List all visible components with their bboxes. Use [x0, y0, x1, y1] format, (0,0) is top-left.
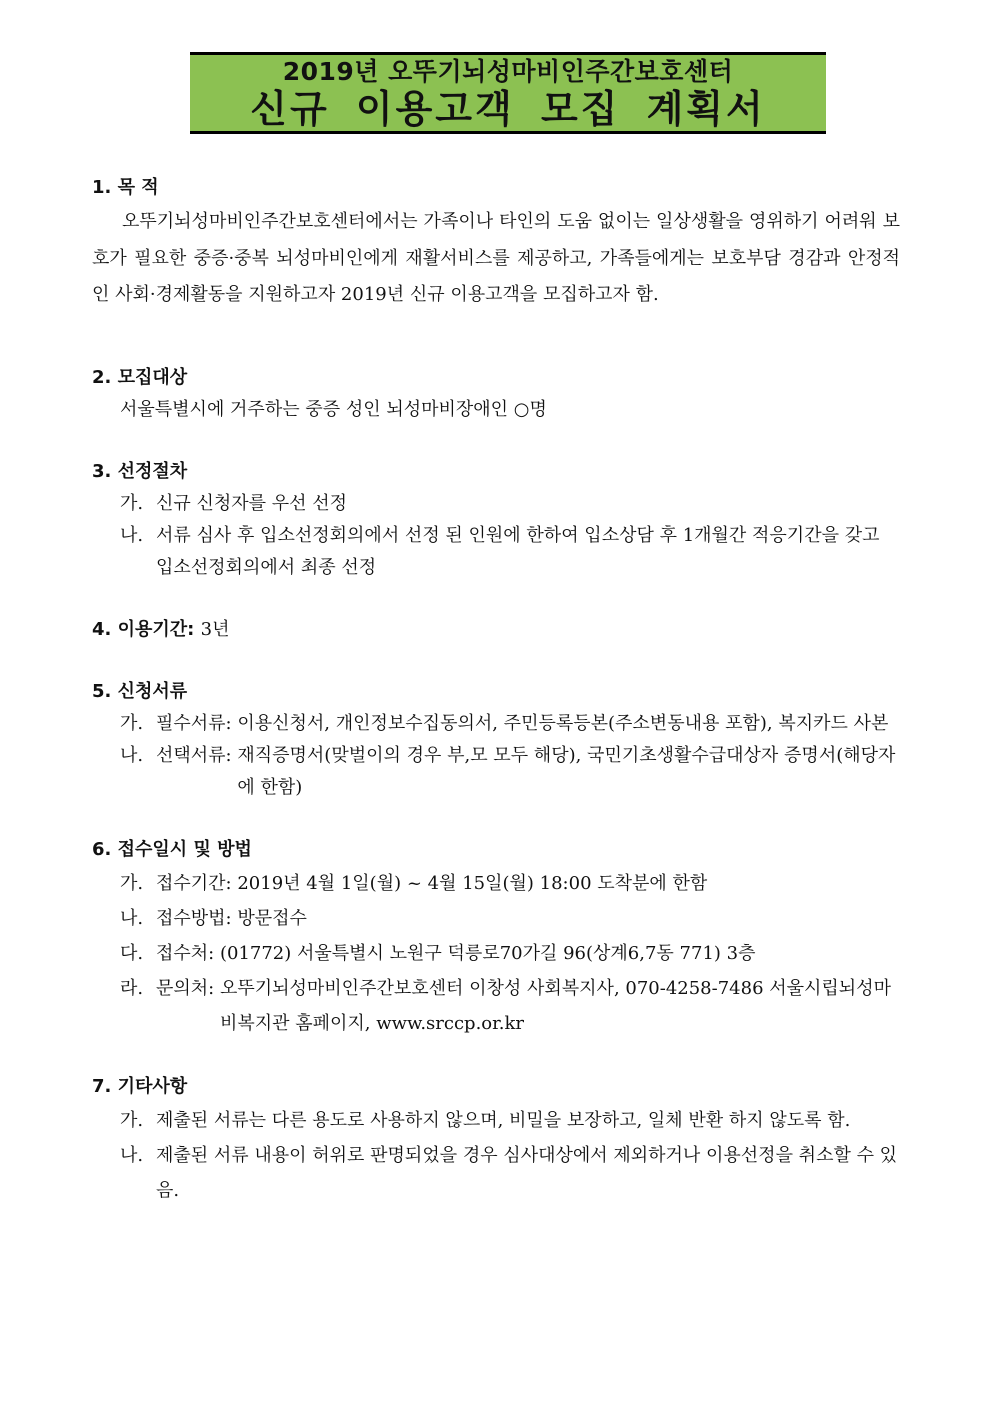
list-item: [120, 866, 900, 901]
item-key: 문의처:: [156, 977, 215, 999]
section-heading: 5. 신청서류: [92, 680, 188, 702]
section-misc: [92, 1071, 900, 1208]
item-text: 신규 신청자를 우선 선정: [156, 492, 348, 514]
section-heading: 3. 선정절차: [92, 460, 188, 482]
section-documents: [92, 676, 900, 804]
item-text: 재직증명서(맞벌이의 경우 부,모 모두 해당), 국민기초생활수급대상자 증명서(해당자에 한함): [237, 744, 896, 798]
heading-label: 4. 이용기간:: [92, 618, 195, 640]
section-selection: [92, 456, 900, 584]
item-key: 접수기간:: [156, 872, 232, 894]
section-heading: [92, 614, 900, 646]
section-submission: [92, 834, 900, 1041]
list-item: [120, 971, 900, 1041]
section-purpose: [92, 172, 900, 314]
section-heading: 7. 기타사항: [92, 1075, 188, 1097]
section-text: 서울특별시에 거주하는 중증 성인 뇌성마비장애인 ○명: [120, 398, 547, 420]
item-text: 2019년 4월 1일(월) ~ 4월 15일(월) 18:00 도착분에 한함: [237, 872, 708, 894]
document-body: [92, 172, 900, 1208]
item-key: 선택서류:: [156, 744, 232, 766]
item-marker: 가.: [120, 1109, 144, 1131]
period-value: 3년: [200, 618, 230, 640]
item-marker: 나.: [120, 1144, 144, 1166]
item-text: (01772) 서울특별시 노원구 덕릉로70가길 96(상계6,7동 771) 3층: [219, 942, 756, 964]
list-item: [120, 488, 900, 520]
list-item: [120, 520, 900, 584]
list-item: [120, 740, 900, 804]
section-heading: 6. 접수일시 및 방법: [92, 838, 252, 860]
list-item: [120, 1138, 900, 1208]
item-marker: 가.: [120, 712, 144, 734]
title-line-2: 신규 이용고객 모집 계획서: [250, 87, 766, 131]
item-text: 제출된 서류는 다른 용도로 사용하지 않으며, 비밀을 보장하고, 일체 반환 하지 않도록 함.: [156, 1109, 851, 1131]
section-paragraph: 오뚜기뇌성마비인주간보호센터에서는 가족이나 타인의 도움 없이는 일상생활을 영위하기 어려워 보호가 필요한 중증·중복 뇌성마비인에게 재활서비스를 제공하고, 가족들에게는 보호부담 경감과 안정적인 사회·경제활동을 지원하고자 2019년 신규 이용고객을 모집하고자 함.: [92, 211, 900, 305]
list-item: [120, 901, 900, 936]
section-target: [92, 362, 900, 426]
title-line-1: 2019년 오뚜기뇌성마비인주간보호센터: [282, 57, 734, 86]
item-marker: 나.: [120, 524, 144, 546]
item-text: 이용신청서, 개인정보수집동의서, 주민등록등본(주소변동내용 포함), 복지카드 사본: [237, 712, 889, 734]
list-item: [120, 936, 900, 971]
item-marker: 나.: [120, 744, 144, 766]
item-text: 서류 심사 후 입소선정회의에서 선정 된 인원에 한하여 입소상담 후 1개월간 적응기간을 갖고 입소선정회의에서 최종 선정: [156, 524, 880, 578]
item-marker: 다.: [120, 942, 144, 964]
section-heading: 2. 모집대상: [92, 366, 188, 388]
list-item: [120, 708, 900, 740]
item-marker: 가.: [120, 492, 144, 514]
item-text: 제출된 서류 내용이 허위로 판명되었을 경우 심사대상에서 제외하거나 이용선정을 취소할 수 있음.: [156, 1144, 898, 1201]
item-key: 접수처:: [156, 942, 215, 964]
item-marker: 가.: [120, 872, 144, 894]
item-key: 접수방법:: [156, 907, 232, 929]
item-marker: 나.: [120, 907, 144, 929]
section-period: [92, 614, 900, 646]
title-banner: [190, 52, 826, 134]
item-text: 방문접수: [237, 907, 307, 929]
item-text: 오뚜기뇌성마비인주간보호센터 이창성 사회복지사, 070-4258-7486 서울시립뇌성마비복지관 홈페이지, www.srccp.or.kr: [219, 977, 891, 1034]
list-item: [120, 1103, 900, 1138]
section-heading: 1. 목 적: [92, 177, 159, 198]
item-key: 필수서류:: [156, 712, 232, 734]
item-marker: 라.: [120, 977, 144, 999]
